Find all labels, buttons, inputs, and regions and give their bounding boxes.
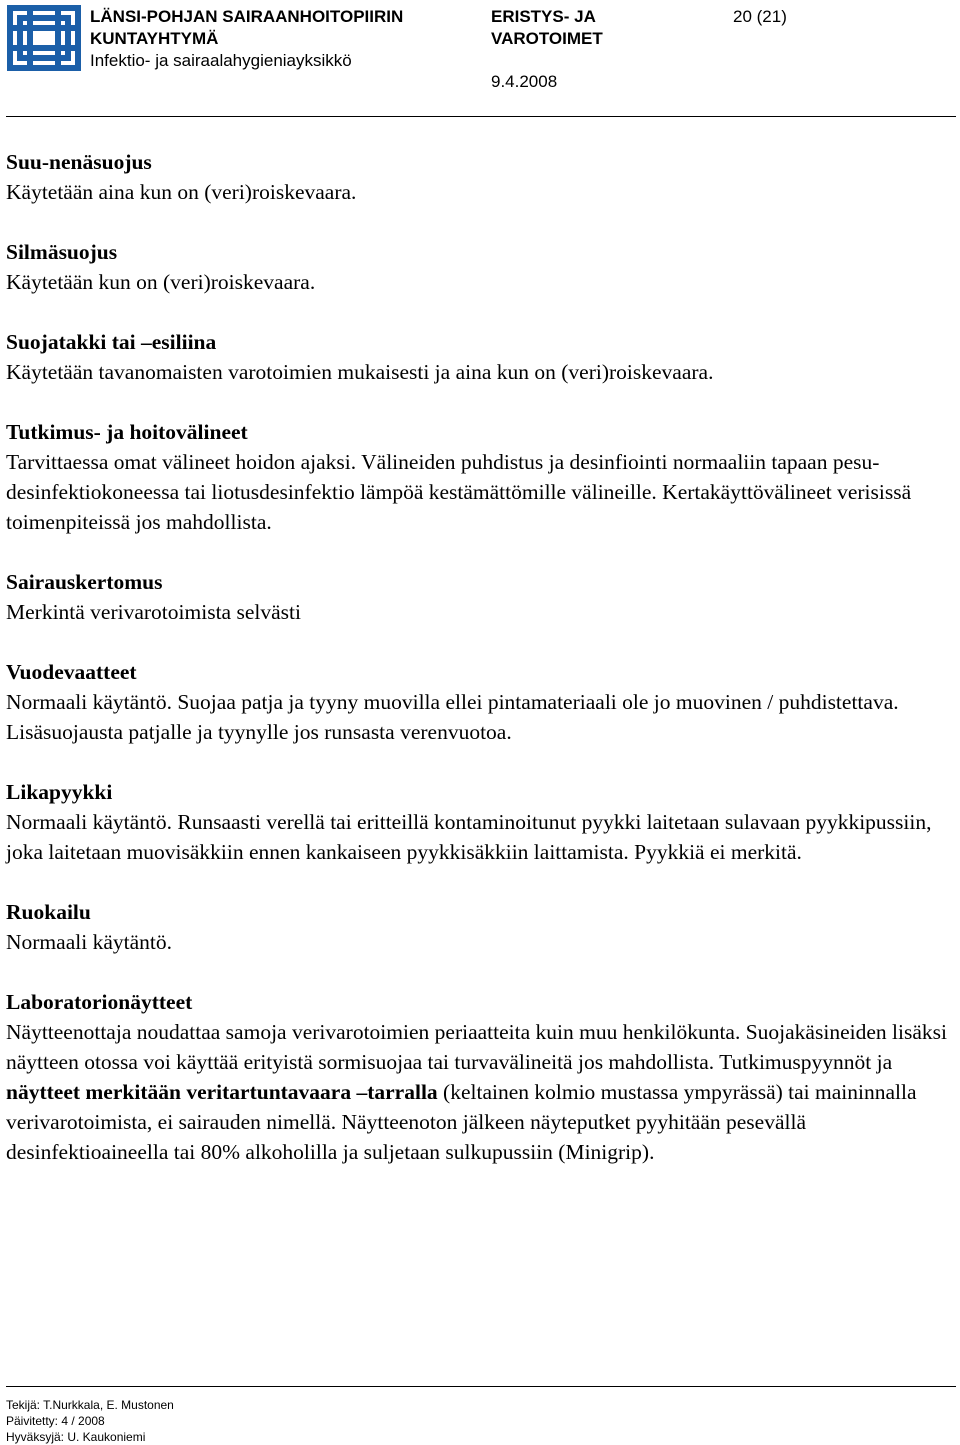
organization-name bbox=[90, 6, 403, 50]
section-ruokailu bbox=[6, 897, 954, 957]
section-text: Normaali käytäntö. Suojaa patja ja tyyny muovilla ellei pintamateriaali ole jo muovinen / puhdistettava. Lisäsuojausta patjalle ja tyynylle jos runsasta verenvuotoa. bbox=[6, 690, 899, 744]
section-heading: Suojatakki tai –esiliina bbox=[6, 330, 217, 354]
section-suojatakki bbox=[6, 327, 954, 387]
document-date: 9.4.2008 bbox=[491, 72, 558, 91]
document-title-line1: ERISTYS- JA bbox=[491, 7, 596, 26]
header-divider bbox=[6, 116, 956, 117]
section-sairauskertomus bbox=[6, 567, 954, 627]
page-number: 20 (21) bbox=[733, 7, 787, 26]
section-laboratorionaytteet bbox=[6, 987, 954, 1167]
section-text: Normaali käytäntö. bbox=[6, 930, 172, 954]
section-text: Käytetään tavanomaisten varotoimien mukaisesti ja aina kun on (veri)roiskevaara. bbox=[6, 360, 714, 384]
section-text: Tarvittaessa omat välineet hoidon ajaksi. Välineiden puhdistus ja desinfiointi normaaliin tapaan pesu-desinfektiokoneessa tai liotusdesinfektio lämpöä kestämättömille välineille. Kertakäyttövälineet verisissä toimenpiteissä jos mahdollista. bbox=[6, 450, 912, 534]
footer-updated: Päivitetty: 4 / 2008 bbox=[6, 1414, 105, 1428]
section-heading: Tutkimus- ja hoitovälineet bbox=[6, 420, 248, 444]
section-heading: Likapyykki bbox=[6, 780, 113, 804]
section-heading: Sairauskertomus bbox=[6, 570, 163, 594]
lab-text-start: Näytteenottaja noudattaa samoja verivarotoimien periaatteita kuin muu henkilökunta. Suojakäsineiden lisäksi näytteen otossa voi käyttää erityistä sormisuojaa tai turvavälineitä jos mahdollista. Tutkimuspyynnöt ja bbox=[6, 1020, 947, 1074]
unit-name: Infektio- ja sairaalahygieniayksikkö bbox=[90, 51, 352, 70]
section-likapyykki bbox=[6, 777, 954, 867]
footer-approved: Hyväksyjä: U. Kaukoniemi bbox=[6, 1430, 146, 1444]
section-heading: Suu-nenäsuojus bbox=[6, 150, 152, 174]
section-text: Merkintä verivarotoimista selvästi bbox=[6, 600, 301, 624]
document-title-line2: VAROTOIMET bbox=[491, 29, 603, 48]
section-text: Normaali käytäntö. Runsaasti verellä tai eritteillä kontaminoitunut pyykki laitetaan sulavaan pyykkipussiin, joka laitetaan muovisäkkiin ennen kankaiseen pyykkisäkkiin laittamista. Pyykkiä ei merkitä. bbox=[6, 810, 932, 864]
footer-divider bbox=[6, 1386, 956, 1387]
section-text: Käytetään kun on (veri)roiskevaara. bbox=[6, 270, 316, 294]
section-text bbox=[6, 1017, 954, 1167]
section-suu-nenasuojus bbox=[6, 147, 954, 207]
section-heading: Silmäsuojus bbox=[6, 240, 118, 264]
section-text: Käytetään aina kun on (veri)roiskevaara. bbox=[6, 180, 357, 204]
section-heading: Ruokailu bbox=[6, 900, 91, 924]
section-tutkimusvalineet bbox=[6, 417, 954, 537]
document-title bbox=[491, 6, 603, 50]
organization-name-line1: LÄNSI-POHJAN SAIRAANHOITOPIIRIN bbox=[90, 7, 404, 26]
lab-text-end: (keltainen kolmio mustassa ympyrässä) tai maininnalla verivarotoimista, ei sairauden nimellä. Näytteenoton jälkeen näyteputket pyyhitään pesevällä desinfektioaineella tai 80% alkoholilla ja suljetaan sulkupussiin (Minigrip). bbox=[6, 1080, 917, 1164]
section-silmasuojus bbox=[6, 237, 954, 297]
document-body bbox=[6, 147, 954, 1197]
section-vuodevaatteet bbox=[6, 657, 954, 747]
section-heading: Vuodevaatteet bbox=[6, 660, 137, 684]
organization-name-line2: KUNTAYHTYMÄ bbox=[90, 29, 219, 48]
lab-text-emphasis: näytteet merkitään veritartuntavaara –tarralla bbox=[6, 1080, 438, 1104]
footer-author: Tekijä: T.Nurkkala, E. Mustonen bbox=[6, 1398, 174, 1412]
document-footer bbox=[6, 1397, 174, 1445]
hospital-district-logo-icon bbox=[6, 4, 82, 72]
section-heading: Laboratorionäytteet bbox=[6, 990, 193, 1014]
